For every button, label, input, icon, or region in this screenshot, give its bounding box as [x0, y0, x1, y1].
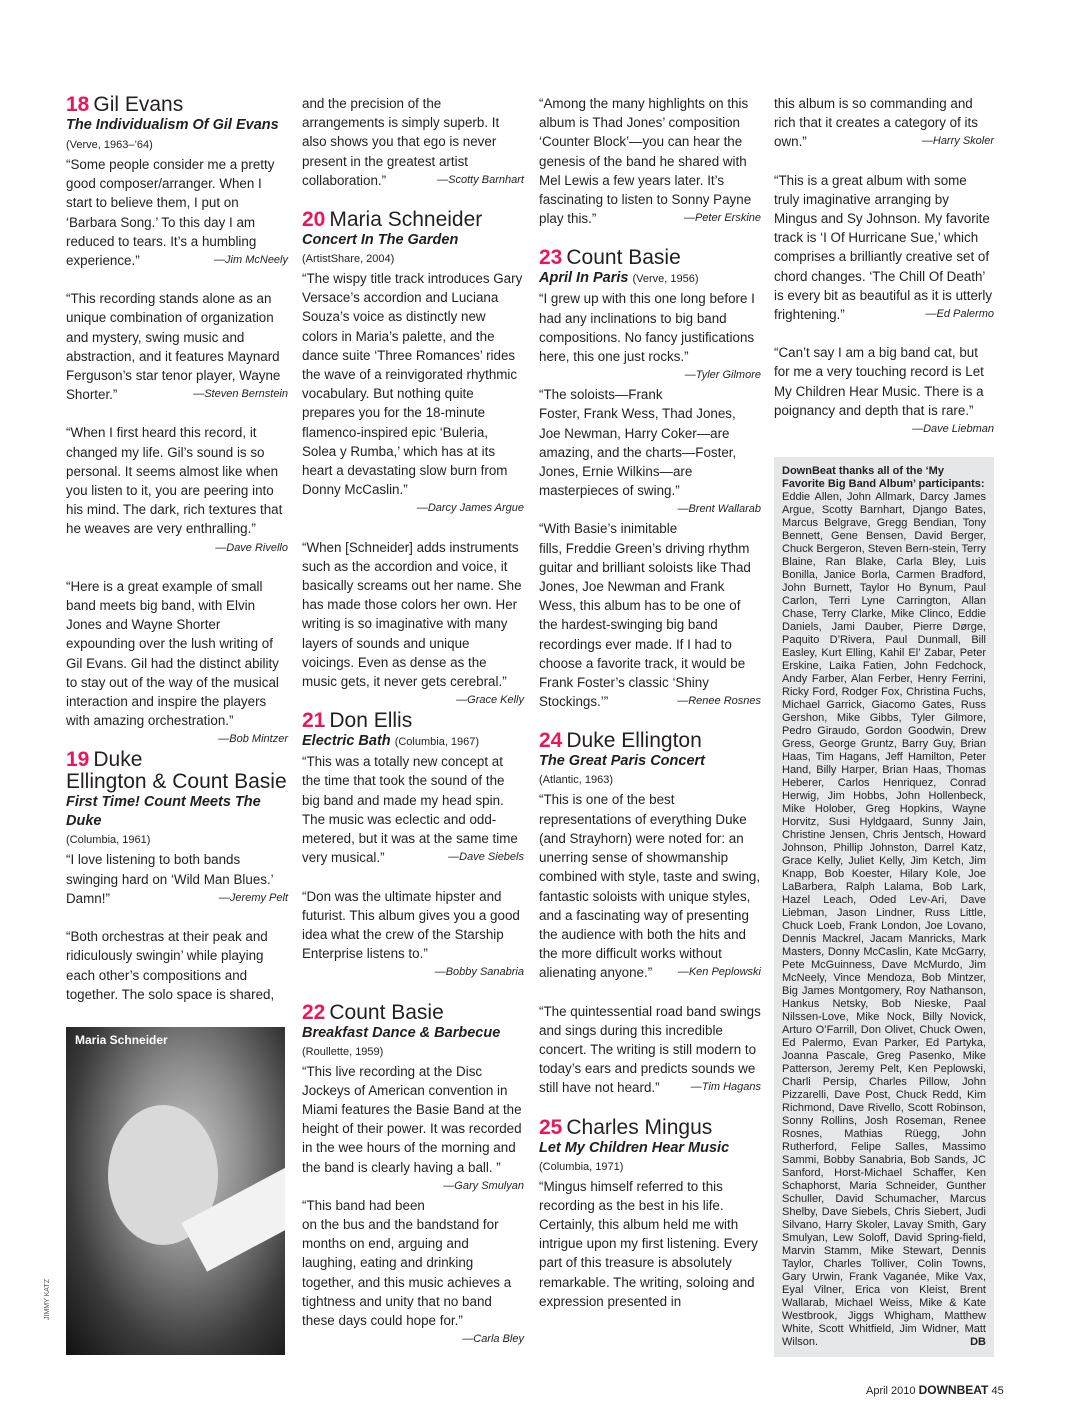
- quote: [66, 423, 288, 538]
- page-footer: [866, 1383, 1004, 1397]
- quote-text: “I grew up with this one long before I had any inclinations to big band compositions. No fancy justifications here, this one just rocks.”: [539, 291, 755, 365]
- album-title: Electric Bath: [302, 733, 391, 750]
- sidebar-heading: DownBeat thanks all of the ‘My Favorite Big Band Album’ participants:: [782, 465, 985, 491]
- album-label: (Verve, 1956): [632, 273, 699, 286]
- column-4: [774, 94, 994, 1357]
- entry-number: 18: [66, 93, 90, 116]
- quote-credit: —Scotty Barnhart: [437, 173, 524, 186]
- photo-credit: JIMMY KATZ: [44, 1279, 51, 1320]
- entry-number: 25: [539, 1115, 563, 1139]
- album-title-line: [539, 269, 761, 289]
- album-title: The Great Paris Concert: [539, 753, 705, 770]
- quote-text: “The wispy title track introduces Gary Versace’s accordion and Luciana Souza’s voice as distinctly new colors in Maria’s palette, and the dance suite ‘Three Romances’ rides the wave of a reinvigorated rhythmic vocabulary. But nothing quite prepares you for the 18-minute flamenco-inspired epic ‘Buleria, Solea y Rumba,’ which has at its heart a devastating slow burn from Donny McCaslin.”: [302, 271, 523, 498]
- quote: [302, 1062, 524, 1192]
- entry-18: [66, 93, 288, 746]
- quote-credit: —Brent Wallarab: [677, 503, 761, 516]
- entry-24: [539, 730, 761, 1097]
- quote-text: “This was a totally new concept at the time that took the sound of the big band and made my head spin. The music was eclectic and odd-metered, but it was at the same time very musical.”: [302, 754, 518, 866]
- quote-text: “When [Schneider] adds instruments such as the accordion and voice, it basically screams out her name. She has made those colors her own. Her writing is so imaginative with many layers of sounds and unique voicings. Even as dense as the music gets, it never gets cerebral.”: [302, 539, 522, 690]
- entry-heading: [302, 209, 524, 231]
- album-title: Concert In The Garden: [302, 232, 459, 249]
- entry-heading: [302, 710, 524, 732]
- quote-credit: —Gary Smulyan: [443, 1179, 524, 1192]
- quote-text: “Among the many highlights on this album is Thad Jones’ composition ‘Counter Block’—you can hear the genesis of the band he shared with Mel Lewis a few years later. It’s fascinating to listen to Sonny Payne play this.”: [539, 96, 752, 227]
- quote-text: “When I first heard this record, it changed my life. Gil’s sound is so personal. It seems almost like when you listen to it, you are peering into his mind. The dark, rich textures that he weaves are very enthralling.”: [66, 425, 283, 537]
- quote-credit: —Bob Mintzer: [218, 733, 288, 746]
- entry-heading: [539, 730, 761, 752]
- entry-heading: [66, 94, 288, 116]
- quote: [539, 385, 761, 516]
- quote-credit: —Jeremy Pelt: [218, 891, 288, 904]
- entry-19: [66, 749, 288, 1003]
- entry-number: 23: [539, 246, 563, 270]
- quote: [302, 269, 524, 499]
- quote: [539, 519, 761, 711]
- album-label: (ArtistShare, 2004): [302, 253, 395, 266]
- quote: [774, 94, 994, 152]
- entry-number: 21: [302, 709, 326, 733]
- quote-text: “I love listening to both bands swinging hard on ‘Wild Man Blues.’ Damn!”: [66, 852, 274, 906]
- quote-text: “Some people consider me a pretty good composer/arranger. When I start to believe them, I put on ‘Barbara Song.’ To this day I am reduced to tears. It’s a humbling experience.”: [66, 157, 275, 269]
- participants-sidebar: [774, 457, 994, 1357]
- participant-names: Eddie Allen, John Allmark, Darcy James Argue, Scotty Barnhart, Django Bates, Marcus Belgrave, Gregg Bendian, Tony Bennett, Gene Bensen, David Berger, Chuck Bergeron, Steven Bern-stein, Terry Blaine, Ran Blake, Carla Bley, Luis Bonilla, Janice Borla, Carmen Bradford, John Burnett, Taylor Ho Bynum, Paul Carlon, Terri Lyne Carrington, Allan Chase, Terry Clarke, Mike Clinco, Eddie Daniels, Jami Dauber, Pierre Dørge, Paquito D’Rivera, Paul Dunmall, Bill Easley, Kurt Elling, Kahil El’ Zabar, Peter Erskine, Laika Fatien, John Fedchock, Andy Farber, Alan Ferber, Henry Ferrini, Ricky Ford, Rodger Fox, Christina Fuchs, Michael Garrick, Giacomo Gates, Russ Gershon, Mike Gibbs, Tyler Gilmore, Pedro Giraudo, Gordon Goodwin, Drew Gress, George Gruntz, Barry Guy, Brian Haas, Tim Hagans, Jeff Hamilton, Peter Hand, Billy Harper, Brian Haas, Thomas Heberer, Carlos Henriquez, Conrad Herwig, Jim Hobbs, John Hollenbeck, Mike Holober, Greg Hopkins, Wayne Horvitz, Susi Hyldgaard, Sunny Jain, Christine Jensen, Chris Jentsch, Howard Johnson, Phillip Johnston, Darrel Katz, Grace Kelly, Juliet Kelly, Jim Ketch, Jim Knapp, Bob Koester, Hilary Kole, Joe LaBarbera, Ralph Lalama, Bob Lark, Hazel Leach, Oded Lev-Ari, Dave Liebman, Jason Lindner, Russ Little, Chuck Loeb, Frank London, Joe Lovano, Dennis Mackrel, Jacam Manricks, Mark Masters, Donny McCaslin, Kate McGarry, Pete McGuinness, Dave McMurdo, Jim McNeely, Vince Mendoza, Bob Mintzer, Big James Montgomery, Roy Nathanson, Hankus Netsky, Bob Nieske, Paal Nilssen-Love, Mike Nock, Billy Novick, Arturo O’Farrill, Don Olivet, Chuck Owen, Ed Palermo, Evan Parker, Ed Partyka, Joanna Pascale, Greg Pasenko, Mike Patterson, Jeremy Pelt, Ken Peplowski, Charli Persip, Charles Pillow, John Pizzarelli, Dave Post, Chuck Redd, Kim Richmond, Dave Rivello, Scott Robinson, Sonny Rollins, Josh Roseman, Renee Rosnes, Mathias Rüegg, John Rutherford, Felipe Salles, Massimo Sammi, Bobby Sanabria, Bob Sands, JC Sanford, Horst-Michael Schaffer, Ken Schaphorst, Maria Schneider, Gunther Schuller, David Schumacher, Marcus Shelby, Dave Siebels, Chris Siebert, Judi Silvano, Harry Skoler, Lavay Smith, Gary Smulyan, Lew Soloff, David Spring-field, Marvin Stamm, Mike Stewart, Dennis Taylor, Charles Tolliver, Colin Towns, Gary Urwin, Frank Vaganée, Mike Vax, Eyal Vilner, Erica von Kleist, Brent Wallarab, Michael Weiss, Mike & Kate Westbrook, Jiggs Whigham, Matthew White, Scott Whitfield, Jim Widner, Matt Wilson.: [782, 491, 986, 1349]
- column-3: [539, 94, 761, 1330]
- entry-22: [302, 1002, 524, 1350]
- quote-credit: —Jim McNeely: [214, 254, 288, 267]
- quote: [66, 850, 288, 908]
- entry-heading: [539, 1117, 761, 1139]
- quote: [302, 1196, 524, 1330]
- quote-text: “This recording stands alone as an unique combination of organization and mystery, swing music and abstraction, and it features Maynard Ferguson’s star tenor player, Wayne Shorter.”: [66, 291, 281, 403]
- quote-credit: —Steven Bernstein: [193, 388, 288, 401]
- quote: [539, 790, 761, 982]
- entry-heading: [66, 749, 288, 793]
- quote: [302, 538, 524, 707]
- quote-credit: —Darcy James Argue: [416, 502, 524, 515]
- quote-credit: —Dave Rivello: [215, 541, 288, 554]
- entry-heading: [539, 247, 761, 269]
- photo-caption: Maria Schneider: [75, 1033, 168, 1047]
- artist-name: Charles Mingus: [566, 1115, 713, 1139]
- album-label: (Columbia, 1961): [66, 834, 151, 847]
- quote-text: “Mingus himself referred to this recording as the best in his life. Certainly, this album held me with intrigue upon my first listening. Every part of this treasure is absolutely remarkable. The writing, soloing and expression presented in: [539, 1178, 758, 1309]
- entry-number: 24: [539, 729, 563, 753]
- quote-text: “The soloists—Frank Foster, Frank Wess, Thad Jones, Joe Newman, Harry Coker—are amazing, and the charts—Foster, Jones, Ernie Wilkins—are masterpieces of swing.”: [539, 387, 737, 499]
- quote: [539, 1002, 761, 1098]
- album-label: (Atlantic, 1963): [539, 774, 613, 787]
- quote-credit: —Tyler Gilmore: [684, 369, 761, 382]
- album-label: (Roullette, 1959): [302, 1045, 384, 1058]
- quote-text: “This is one of the best representations of everything Duke (and Strayhorn) were noted for: an unerring sense of showmanship combined with style, taste and swing, fantastic soloists with unique styles, and a fascinating way of presenting the audience with both the hits and the more difficult works without alienating anyone.”: [539, 792, 761, 981]
- quote-text: “This live recording at the Disc Jockeys of American convention in Miami features the Basie Band at the height of their power. It was recorded in the wee hours of the morning and the band is clearly having a ball. ”: [302, 1063, 522, 1175]
- quote-text: “Here is a great example of small band meets big band, with Elvin Jones and Wayne Shorter expounding over the lush writing of Gil Evans. Gil had the distinct ability to stay out of the way of the musical interaction and inspire the players with amazing orchestration.”: [66, 578, 279, 729]
- artist-name: Count Basie: [566, 246, 681, 270]
- album-title: Breakfast Dance & Barbecue: [302, 1024, 501, 1041]
- album-title: First Time! Count Meets The Duke: [66, 794, 261, 830]
- album-label: (Columbia, 1967): [394, 736, 480, 749]
- quote: [302, 887, 524, 964]
- album-title-line: [302, 732, 524, 752]
- quote-text: “Don was the ultimate hipster and futurist. This album gives you a good idea what the crew of the Starship Enterprise listens to.”: [302, 888, 520, 962]
- maria-schneider-photo: [66, 1027, 285, 1355]
- quote-credit: —Dave Siebels: [448, 851, 524, 864]
- entry-number: 20: [302, 208, 326, 232]
- entry-number: 22: [302, 1000, 326, 1024]
- quote: [302, 94, 524, 190]
- quote-credit: —Peter Erskine: [683, 212, 761, 225]
- quote-text: “With Basie’s inimitable fills, Freddie Green’s driving rhythm guitar and brilliant soloists like Thad Jones, Joe Newman and Frank Wess, this album has to be one of the hardest-swinging big band recordings ever made. If I had to choose a favorite track, it would be Frank Foster’s classic ‘Shiny Stockings.’”: [539, 521, 751, 710]
- entry-21: [302, 710, 524, 982]
- quote-credit: —Tim Hagans: [690, 1081, 761, 1094]
- quote: [66, 289, 288, 404]
- quote: [66, 577, 288, 746]
- artist-name: Don Ellis: [329, 709, 413, 733]
- quote: [66, 927, 288, 1004]
- quote: [774, 171, 994, 325]
- album-label: (Verve, 1963–’64): [66, 139, 153, 151]
- end-mark: DB: [970, 1336, 986, 1349]
- artist-name: Duke Ellington & Count Basie: [66, 748, 287, 794]
- quote-credit: —Ed Palermo: [925, 308, 994, 321]
- quote-credit: —Dave Liebman: [912, 423, 994, 436]
- album-title: The Individualism Of Gil Evans: [66, 117, 279, 133]
- quote: [539, 1177, 761, 1311]
- quote-credit: —Carla Bley: [462, 1333, 524, 1346]
- quote: [539, 94, 761, 228]
- quote-text: “Both orchestras at their peak and ridiculously swingin’ while playing each other’s compositions and together. The solo space is shared,: [66, 929, 275, 1002]
- entry-20: [302, 208, 524, 707]
- quote-credit: —Renee Rosnes: [677, 695, 761, 708]
- quote-text: “Can’t say I am a big band cat, but for me a very touching record is Let My Children Hear Music. There is a poignancy and depth that is rare.”: [774, 345, 984, 418]
- quote-text: this album is so commanding and rich that it creates a category of its own.”: [774, 96, 978, 150]
- quote-credit: —Ken Peplowski: [677, 966, 761, 979]
- quote-credit: —Bobby Sanabria: [434, 966, 524, 979]
- quote-text: “The quintessential road band swings and sings during this incredible concert. The writing is still modern to today’s ears and predicts sounds we still have not heard.”: [539, 1003, 761, 1096]
- album-title-line: [66, 116, 288, 155]
- artist-name: Count Basie: [329, 1000, 444, 1024]
- artist-name: Gil Evans: [93, 93, 184, 116]
- page-number: 45: [991, 1385, 1004, 1397]
- quote-credit: —Grace Kelly: [456, 694, 524, 707]
- entry-23: [539, 247, 761, 711]
- entry-number: 19: [66, 748, 90, 772]
- quote: [774, 343, 994, 420]
- quote-credit: —Harry Skoler: [921, 135, 994, 148]
- quote-text: “This band had been on the bus and the bandstand for months on end, arguing and laughing, eating and drinking together, and this music achieves a tightness and unity that no band these days could hope for.”: [302, 1197, 512, 1328]
- quote: [302, 752, 524, 867]
- quote: [539, 289, 761, 382]
- column-2: [302, 94, 524, 1359]
- quote: [66, 155, 288, 270]
- artist-name: Maria Schneider: [329, 208, 483, 232]
- column-1: [66, 94, 288, 1023]
- album-label: (Columbia, 1971): [539, 1160, 624, 1173]
- issue-date: April 2010: [866, 1385, 916, 1397]
- magazine-name: DOWNBEAT: [918, 1383, 989, 1397]
- album-title: April In Paris: [539, 270, 629, 287]
- quote-text: “This is a great album with some truly imaginative arranging by Mingus and Sy Johnson. My favorite track is ‘I Of Hurricane Sue,’ which comprises a brilliantly creative set of chord changes. ‘The Chill Of Death’ is every bit as beautiful as it is utterly frightening.”: [774, 172, 993, 323]
- album-title: Let My Children Hear Music: [539, 1139, 730, 1156]
- artist-name: Duke Ellington: [566, 729, 702, 753]
- quote-text: and the precision of the arrangements is simply superb. It also shows you that ego is never present in the greatest artist collaboration.”: [302, 96, 500, 188]
- entry-heading: [302, 1002, 524, 1024]
- entry-25: [539, 1117, 761, 1311]
